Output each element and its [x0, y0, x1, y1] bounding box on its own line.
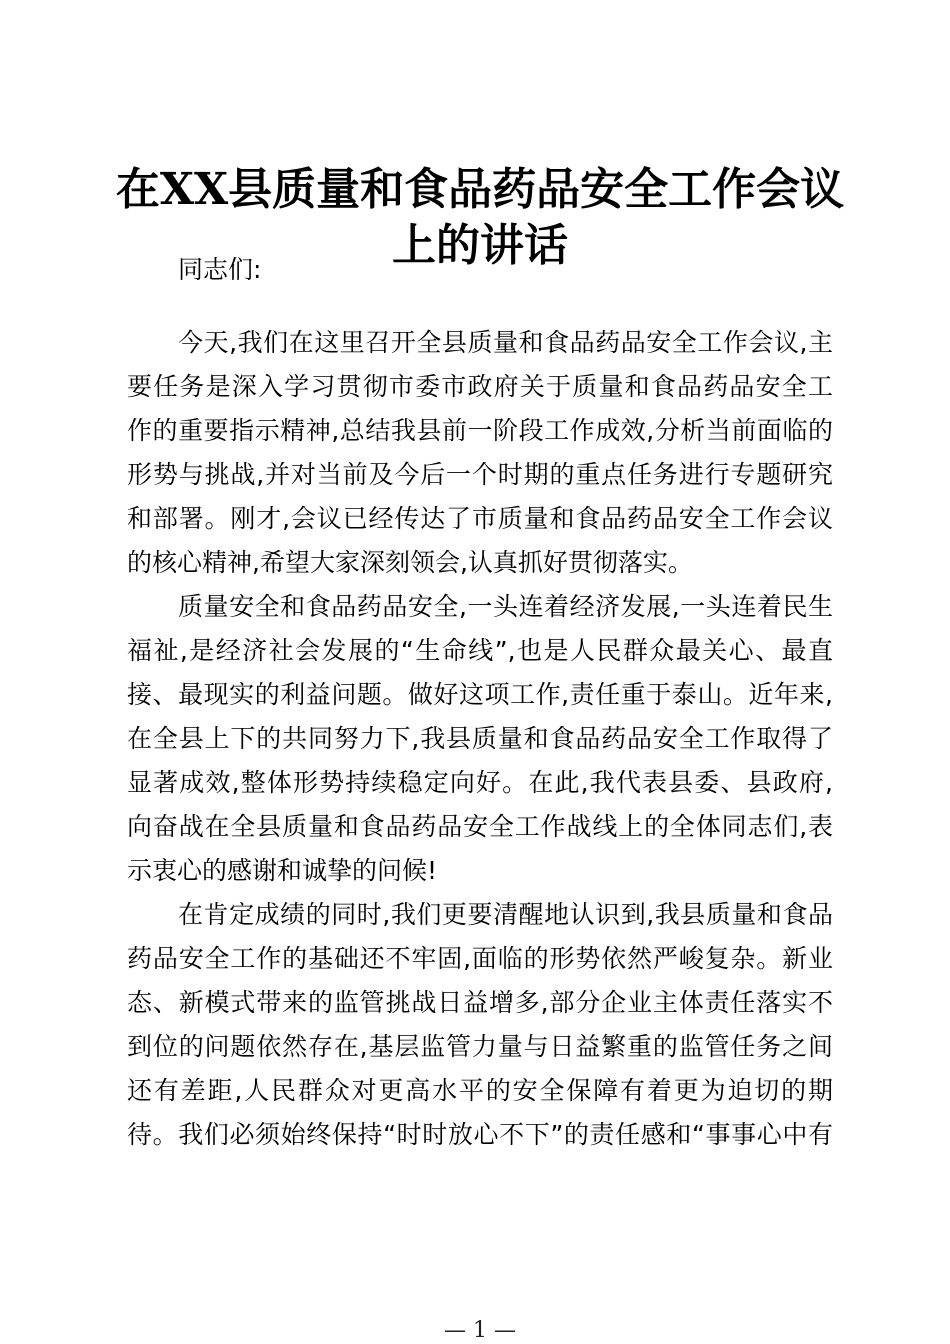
paragraph [127, 321, 833, 585]
paragraph-line: 接、最现实的利益问题。做好这项工作,责任重于泰山。近年来, [127, 680, 833, 709]
paragraph-line: 药品安全工作的基础还不牢固,面临的形势依然严峻复杂。新业 [127, 944, 833, 973]
paragraph-line: 到位的问题依然存在,基层监管力量与日益繁重的监管任务之间 [127, 1032, 833, 1061]
paragraph [127, 893, 833, 1157]
paragraph-line: 的核心精神,希望大家深刻领会,认真抓好贯彻落实。 [127, 548, 693, 577]
paragraph-line: 形势与挑战,并对当前及今后一个时期的重点任务进行专题研究 [127, 460, 833, 489]
paragraph-line: 要任务是深入学习贯彻市委市政府关于质量和食品药品安全工 [127, 372, 833, 401]
greeting: 同志们: [178, 255, 262, 284]
paragraph-line: 显著成效,整体形势持续稳定向好。在此,我代表县委、县政府, [127, 768, 833, 797]
paragraph-line: 示衷心的感谢和诚挚的问候! [127, 856, 438, 885]
paragraph-line: 作的重要指示精神,总结我县前一阶段工作成效,分析当前面临的 [127, 416, 833, 445]
paragraph-line: 在肯定成绩的同时,我们更要清醒地认识到,我县质量和食品 [178, 900, 833, 929]
paragraph-line: 态、新模式带来的监管挑战日益增多,部分企业主体责任落实不 [127, 988, 833, 1017]
document-body [127, 321, 833, 1157]
paragraph-line: 质量安全和食品药品安全,一头连着经济发展,一头连着民生 [178, 592, 833, 621]
paragraph-line: 在全县上下的共同努力下,我县质量和食品药品安全工作取得了 [127, 724, 833, 753]
document-title-line-2: 上的讲话 [392, 220, 568, 271]
paragraph-line: 和部署。刚才,会议已经传达了市质量和食品药品安全工作会议 [127, 504, 833, 533]
paragraph-line: 还有差距,人民群众对更高水平的安全保障有着更为迫切的期 [127, 1076, 833, 1105]
document-title-line-1: 在XX县质量和食品药品安全工作会议 [115, 164, 845, 215]
paragraph-line: 待。我们必须始终保持“时时放心不下”的责任感和“事事心中有 [127, 1120, 833, 1149]
paragraph-line: 向奋战在全县质量和食品药品安全工作战线上的全体同志们,表 [127, 812, 833, 841]
paragraph-line: 今天,我们在这里召开全县质量和食品药品安全工作会议,主 [178, 328, 833, 357]
paragraph-line: 福祉,是经济社会发展的“生命线”,也是人民群众最关心、最直 [127, 636, 833, 665]
paragraph [127, 585, 833, 893]
page-number: — 1 — [444, 1318, 516, 1343]
